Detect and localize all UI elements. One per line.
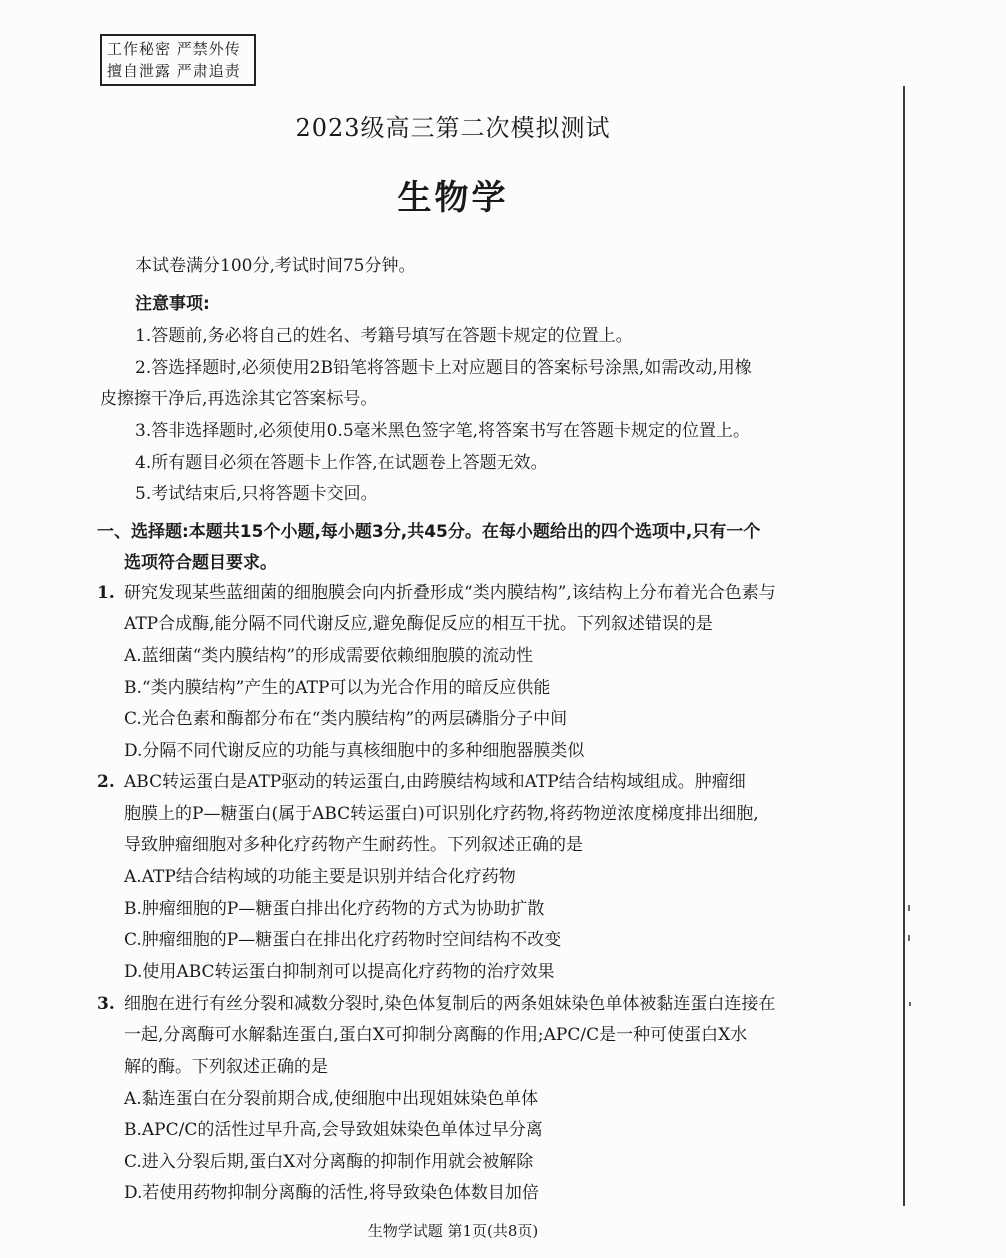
answer-option: C.光合色素和酶都分布在“类内膜结构”的两层磷脂分子中间 xyxy=(124,709,568,729)
confidential-line-2: 擅自泄露 严肃追责 xyxy=(107,62,241,80)
exam-intro: 本试卷满分100分,考试时间75分钟。 xyxy=(135,256,416,276)
confidential-line-1: 工作秘密 严禁外传 xyxy=(107,40,241,58)
scan-speck xyxy=(908,905,910,911)
answer-option: B.肿瘤细胞的P—糖蛋白排出化疗药物的方式为协助扩散 xyxy=(124,899,545,919)
answer-option: C.肿瘤细胞的P—糖蛋白在排出化疗药物时空间结构不改变 xyxy=(124,930,562,950)
question-stem: 解的酶。下列叙述正确的是 xyxy=(124,1057,328,1077)
note-item: 2.答选择题时,必须使用2B铅笔将答题卡上对应题目的答案标号涂黑,如需改动,用橡 xyxy=(135,358,752,378)
page-footer: 生物学试题 第1页(共8页) xyxy=(367,1222,539,1240)
answer-option: A.黏连蛋白在分裂前期合成,使细胞中出现姐妹染色单体 xyxy=(124,1089,539,1109)
question-stem: 导致肿瘤细胞对多种化疗药物产生耐药性。下列叙述正确的是 xyxy=(124,835,583,855)
note-item: 5.考试结束后,只将答题卡交回。 xyxy=(135,484,378,504)
answer-option: C.进入分裂后期,蛋白X对分离酶的抑制作用就会被解除 xyxy=(124,1152,534,1172)
notes-heading: 注意事项: xyxy=(135,294,210,314)
question-stem: 细胞在进行有丝分裂和减数分裂时,染色体复制后的两条姐妹染色单体被黏连蛋白连接在 xyxy=(124,994,776,1014)
note-item: 1.答题前,务必将自己的姓名、考籍号填写在答题卡规定的位置上。 xyxy=(135,326,633,346)
question-number: 3. xyxy=(97,994,115,1014)
confidential-stamp xyxy=(100,34,256,86)
subject-title: 生物学 xyxy=(397,178,509,218)
question-stem: 研究发现某些蓝细菌的细胞膜会向内折叠形成“类内膜结构”,该结构上分布着光合色素与 xyxy=(124,583,776,603)
answer-option: D.若使用药物抑制分离酶的活性,将导致染色体数目加倍 xyxy=(124,1183,539,1203)
note-item: 皮擦擦干净后,再选涂其它答案标号。 xyxy=(100,389,378,409)
exam-title: 2023级高三第二次模拟测试 xyxy=(295,114,611,142)
question-number: 1. xyxy=(97,583,115,603)
question-stem: 一起,分离酶可水解黏连蛋白,蛋白X可抑制分离酶的作用;APC/C是一种可使蛋白X水 xyxy=(124,1025,748,1045)
scan-speck xyxy=(909,1002,911,1006)
question-stem: 胞膜上的P—糖蛋白(属于ABC转运蛋白)可识别化疗药物,将药物逆浓度梯度排出细胞, xyxy=(124,804,759,824)
section-heading-cont: 选项符合题目要求。 xyxy=(124,553,277,573)
question-stem: ATP合成酶,能分隔不同代谢反应,避免酶促反应的相互干扰。下列叙述错误的是 xyxy=(124,614,713,634)
answer-option: A.ATP结合结构域的功能主要是识别并结合化疗药物 xyxy=(124,867,516,887)
question-number: 2. xyxy=(97,772,115,792)
section-heading: 一、选择题:本题共15个小题,每小题3分,共45分。在每小题给出的四个选项中,只有一个 xyxy=(97,522,761,542)
answer-option: B.APC/C的活性过早升高,会导致姐妹染色单体过早分离 xyxy=(124,1120,543,1140)
margin-rule xyxy=(903,86,905,1206)
answer-option: D.分隔不同代谢反应的功能与真核细胞中的多种细胞器膜类似 xyxy=(124,741,585,761)
scan-speck xyxy=(908,935,910,941)
note-item: 3.答非选择题时,必须使用0.5毫米黑色签字笔,将答案书写在答题卡规定的位置上。 xyxy=(135,421,751,441)
note-item: 4.所有题目必须在答题卡上作答,在试题卷上答题无效。 xyxy=(135,453,548,473)
answer-option: A.蓝细菌“类内膜结构”的形成需要依赖细胞膜的流动性 xyxy=(124,646,534,666)
answer-option: D.使用ABC转运蛋白抑制剂可以提高化疗药物的治疗效果 xyxy=(124,962,555,982)
question-stem: ABC转运蛋白是ATP驱动的转运蛋白,由跨膜结构域和ATP结合结构域组成。肿瘤细 xyxy=(124,772,746,792)
answer-option: B.“类内膜结构”产生的ATP可以为光合作用的暗反应供能 xyxy=(124,678,551,698)
